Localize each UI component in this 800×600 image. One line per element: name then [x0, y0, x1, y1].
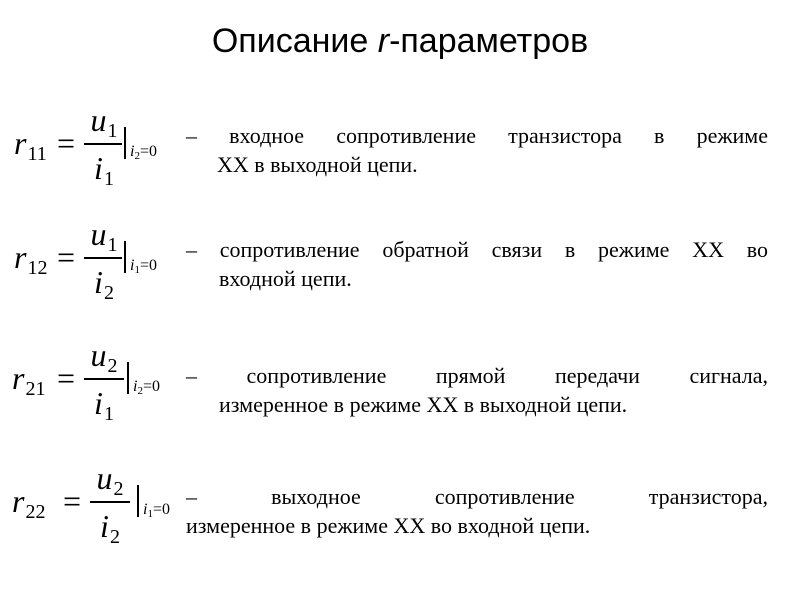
formula-lhs: $r_{12}$ — [14, 239, 48, 279]
formula-condition: $i_1=0$ — [130, 257, 157, 276]
formula-lhs: $r_{11}$ — [14, 125, 47, 165]
description-line: входной цепи. — [219, 266, 352, 291]
evaluation-bar — [127, 362, 129, 394]
fraction-denominator: $i_1$ — [94, 150, 114, 190]
equals-sign: = — [57, 239, 76, 275]
fraction-numerator: $u_2$ — [90, 337, 118, 377]
fraction-bar — [90, 501, 130, 503]
description-line: – сопротивление обратной связи в режиме ХХ во — [186, 237, 768, 262]
description-r12 — [186, 235, 768, 293]
fraction-denominator: $i_1$ — [94, 385, 114, 425]
formula-lhs: $r_{21}$ — [12, 360, 46, 400]
description-line: измеренное в режиме ХХ во входной цепи. — [186, 513, 591, 538]
fraction-bar — [84, 143, 122, 145]
fraction-numerator: $u_2$ — [96, 460, 124, 500]
fraction-bar — [84, 257, 122, 259]
description-line: ХХ в выходной цепи. — [217, 152, 418, 177]
fraction-bar — [84, 378, 124, 380]
formula-lhs: $r_{22}$ — [12, 483, 46, 523]
page-title: Описание r-параметров — [211, 22, 589, 60]
fraction-denominator: $i_2$ — [94, 264, 114, 304]
formula-condition: $i_2=0$ — [130, 143, 157, 162]
equals-sign: = — [57, 360, 76, 396]
description-r11 — [186, 121, 768, 179]
equals-sign: = — [57, 125, 76, 161]
evaluation-bar — [124, 127, 126, 159]
fraction-numerator: $u_1$ — [90, 102, 118, 142]
description-line: – выходное сопротивление транзистора, — [186, 484, 768, 509]
formula-condition: $i_2=0$ — [133, 378, 160, 397]
formula-condition: $i_1=0$ — [143, 501, 170, 520]
fraction-numerator: $u_1$ — [90, 216, 118, 256]
equals-sign: = — [63, 483, 82, 519]
description-line: – входное сопротивление транзистора в режиме — [186, 123, 768, 148]
fraction-denominator: $i_2$ — [100, 508, 120, 548]
description-line: измеренное в режиме ХХ в выходной цепи. — [219, 392, 628, 417]
description-r22 — [186, 482, 768, 540]
description-line: – сопротивление прямой передачи сигнала, — [186, 363, 768, 388]
evaluation-bar — [137, 485, 139, 517]
evaluation-bar — [124, 241, 126, 273]
description-r21 — [186, 361, 768, 419]
